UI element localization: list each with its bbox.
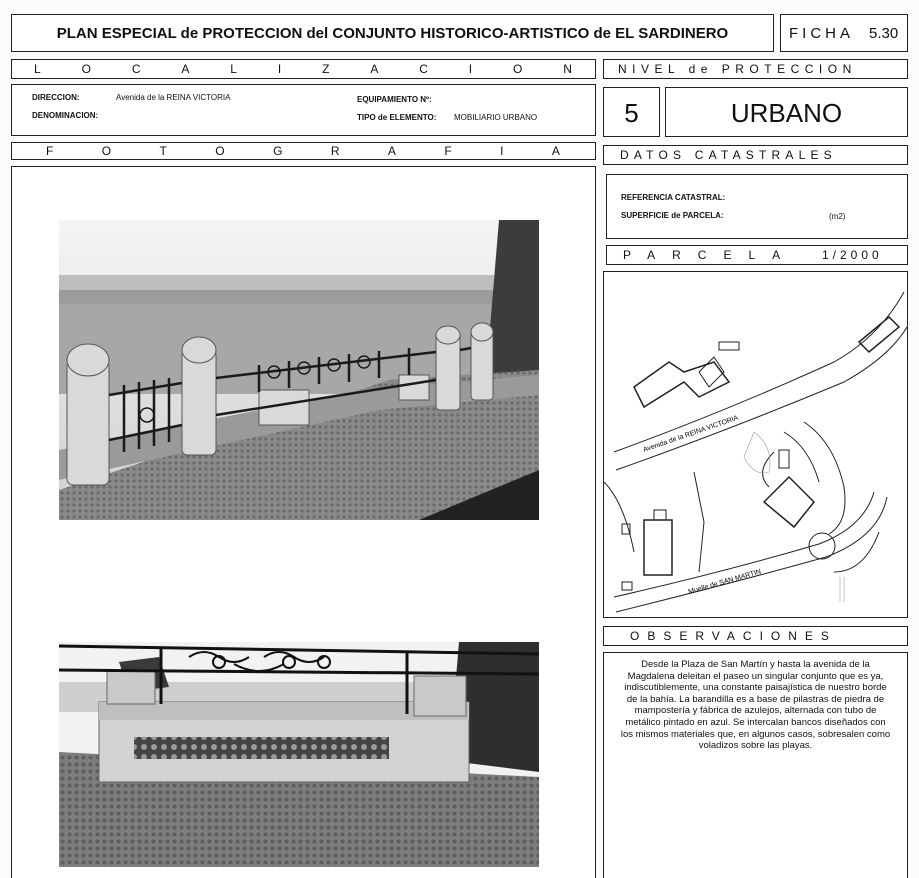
localizacion-letter: I [468,62,474,76]
fotografia-letter: A [551,144,561,158]
direccion-value: Avenida de la REINA VICTORIA [116,93,231,102]
nivel-number: 5 [624,98,639,128]
fotografia-letters [12,143,595,159]
parcela-heading-text: PARCELA [623,248,798,262]
nivel-heading [603,59,908,79]
localizacion-letter: I [277,62,283,76]
observaciones-heading-text: OBSERVACIONES [630,629,837,643]
referencia-label: REFERENCIA CATASTRAL: [621,193,726,202]
fotografia-letter: I [500,144,505,158]
fotografia-heading [11,142,596,160]
title-box [11,14,774,52]
fotografia-letter: A [387,144,397,158]
fotografia-letter: G [273,144,284,158]
nivel-number-box [603,87,660,137]
equipamiento-label: EQUIPAMIENTO Nº: [357,95,432,104]
parcela-map [603,271,908,618]
ficha-number: 5.30 [869,25,899,42]
tipo-value: MOBILIARIO URBANO [454,113,538,122]
localizacion-letter: L [230,62,238,76]
catastro-heading-text: DATOS CATASTRALES [620,148,837,162]
denominacion-label: DENOMINACION: [32,111,99,120]
localizacion-letter: A [181,62,191,76]
observaciones-panel [603,652,908,878]
fotografia-letter: F [46,144,55,158]
localizacion-letter: Z [322,62,331,76]
localizacion-letter: L [34,62,42,76]
catastro-heading [603,145,908,165]
nivel-name-box [665,87,908,137]
direccion-label: DIRECCION: [32,93,80,102]
map-label-reina-victoria: Avenida de la REINA VICTORIA [642,414,740,454]
localizacion-letter: C [419,62,429,76]
superficie-unit: (m2) [829,212,846,221]
fotografia-letter: R [330,144,341,158]
localizacion-letter: O [81,62,92,76]
nivel-heading-text: NIVEL de PROTECCION [618,62,857,76]
photo-bench [59,642,539,867]
catastro-panel [606,174,908,239]
map-label-san-martin: Muelle de SAN MARTIN [687,568,762,596]
ficha-label: FICHA [789,25,854,42]
localizacion-letter: O [513,62,524,76]
parcela-scale: 1/2000 [822,248,883,262]
observaciones-text: Desde la Plaza de San Martín y hasta la avenida de la Magdalena deleitan el paseo un singular conjunto que es ya, indiscutiblemente, una constante paisajística de nuestro borde de la bahía. La barandilla es a base de pilastras de piedra de mampostería y fábrica de azulejos, alternada con tubo de metálico pintado en azul. Se intercalan bancos diseñados con los mismos materiales que, en algunos casos, sobresalen como voladizos sobre las playas. [620,659,891,752]
fotografia-letter: T [159,144,168,158]
localizacion-letter: A [370,62,380,76]
photo-promenade [59,220,539,520]
observaciones-heading [603,626,908,646]
photo-panel [11,166,596,878]
localizacion-letter: C [131,62,142,76]
tipo-label: TIPO de ELEMENTO: [357,113,437,122]
fotografia-letter: O [215,144,226,158]
parcela-heading [606,245,908,265]
localizacion-panel [11,84,596,136]
localizacion-letters [12,60,595,78]
superficie-label: SUPERFICIE de PARCELA: [621,211,724,220]
fotografia-letter: F [444,144,453,158]
ficha-box [780,14,908,52]
fotografia-letter: O [101,144,113,158]
localizacion-heading [11,59,596,79]
nivel-name: URBANO [730,98,843,128]
localizacion-letter: N [563,62,573,76]
page-title: PLAN ESPECIAL de PROTECCION del CONJUNTO HISTORICO-ARTISTICO de EL SARDINERO [56,25,729,42]
